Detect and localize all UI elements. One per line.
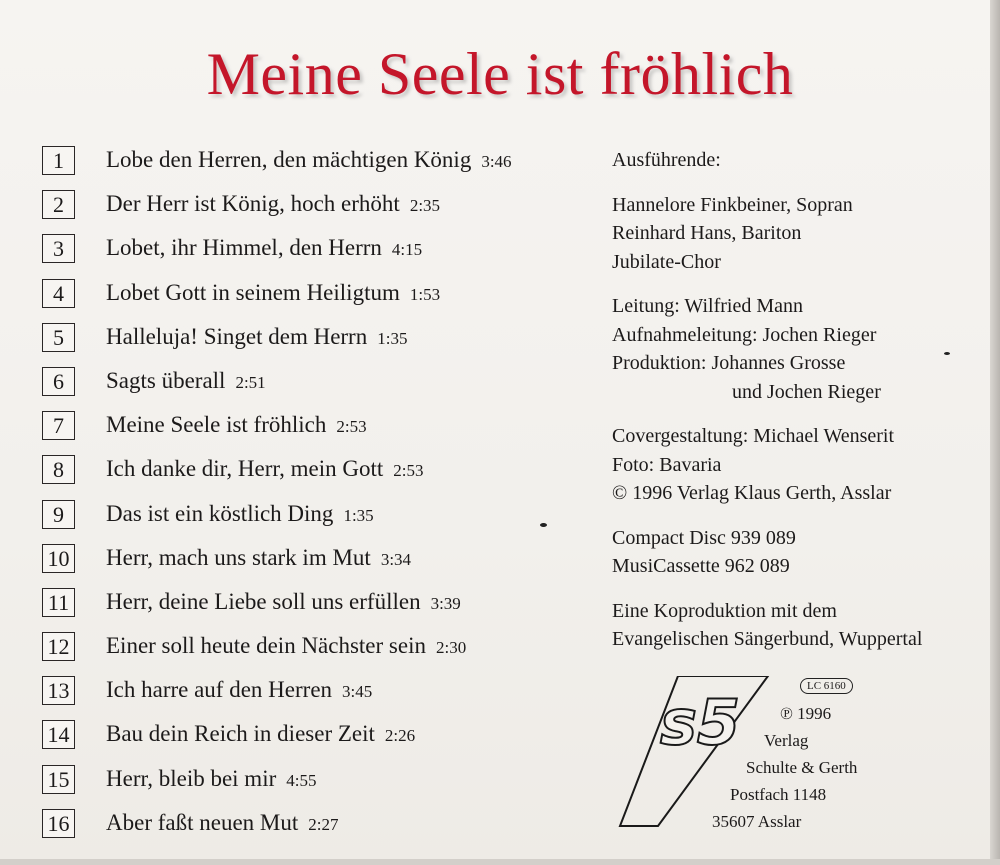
performer: Jubilate-Chor: [612, 250, 721, 273]
design-block: [612, 422, 992, 508]
scratch-mark: [944, 352, 950, 355]
track-title-text: Bau dein Reich in dieser Zeit: [106, 721, 375, 747]
track-title: [106, 808, 338, 840]
track-row: [42, 719, 622, 763]
track-row: [42, 587, 622, 631]
track-number-box: 10: [42, 544, 75, 573]
track-row: [42, 543, 622, 587]
label-code-badge: LC 6160: [800, 678, 853, 694]
track-number-box: 5: [42, 323, 75, 352]
produktion: Produktion: Johannes Grosse: [612, 352, 846, 374]
track-duration: 1:53: [409, 284, 441, 304]
track-number-box: 9: [42, 500, 75, 529]
track-duration: 2:26: [384, 726, 416, 746]
covergestaltung: Covergestaltung: Michael Wenserit: [612, 425, 895, 447]
track-duration: 2:53: [393, 461, 424, 481]
track-title: [106, 410, 367, 442]
track-row: [42, 145, 622, 189]
coproduction-line-2: Evangelischen Sängerbund, Wuppertal: [612, 628, 923, 650]
track-title-text: Halleluja! Singet dem Herrn: [106, 323, 368, 349]
track-number-box: 16: [42, 809, 75, 838]
track-title-text: Lobet, ihr Himmel, den Herrn: [106, 235, 382, 261]
track-title: [106, 587, 461, 619]
track-duration: 1:35: [343, 505, 374, 525]
performer: Hannelore Finkbeiner, Sopran: [612, 193, 853, 216]
track-row: [42, 278, 622, 322]
track-row: [42, 189, 622, 233]
track-title-text: Ich danke dir, Herr, mein Gott: [106, 456, 384, 482]
phonogram-year: ℗ 1996: [780, 704, 832, 723]
track-number-box: 4: [42, 279, 75, 308]
track-title-text: Der Herr ist König, hoch erhöht: [106, 191, 400, 217]
publisher-city: 35607 Asslar: [712, 812, 802, 831]
album-title: Meine Seele ist fröhlich: [206, 41, 794, 107]
track-title-text: Herr, deine Liebe soll uns erfüllen: [106, 588, 421, 614]
track-number-box: 1: [42, 146, 75, 175]
case-edge-bottom: [0, 859, 1000, 865]
track-duration: 2:30: [435, 638, 467, 658]
track-number-box: 14: [42, 720, 75, 749]
musicassette-number: MusiCassette 962 089: [612, 555, 790, 577]
track-number-box: 11: [42, 588, 75, 617]
track-title: [106, 322, 407, 354]
track-title: [106, 145, 512, 177]
publisher-verlag: Verlag: [764, 731, 809, 750]
track-title-text: Aber faßt neuen Mut: [106, 809, 299, 835]
track-duration: 3:46: [481, 152, 512, 171]
publisher-postfach: Postfach 1148: [730, 785, 827, 804]
track-number-box: 15: [42, 765, 75, 794]
produktion-cont: und Jochen Rieger: [732, 380, 881, 403]
track-number-box: 13: [42, 676, 75, 705]
track-title-text: Meine Seele ist fröhlich: [106, 412, 327, 438]
catalog-block: [612, 524, 992, 581]
performer: Reinhard Hans, Bariton: [612, 222, 802, 244]
track-title: [106, 764, 316, 796]
track-number-box: 2: [42, 190, 75, 219]
track-title: [106, 454, 424, 486]
track-duration: 3:45: [342, 682, 373, 702]
track-number-box: 8: [42, 455, 75, 484]
track-title-text: Lobet Gott in seinem Heiligtum: [106, 279, 400, 305]
track-title-text: Herr, bleib bei mir: [106, 765, 277, 791]
track-title: [106, 233, 422, 265]
performers-heading: Ausführende:: [612, 149, 721, 171]
track-row: [42, 322, 622, 366]
compact-disc-number: Compact Disc 939 089: [612, 526, 796, 549]
track-duration: 2:27: [308, 814, 339, 834]
track-row: [42, 410, 622, 454]
track-title: [106, 631, 466, 663]
coproduction-block: [612, 597, 992, 654]
track-title: [106, 719, 415, 751]
s5-logo-text: s5: [660, 686, 741, 759]
track-duration: 2:35: [409, 196, 441, 216]
track-row: [42, 808, 622, 852]
track-row: [42, 366, 622, 410]
track-number-box: 12: [42, 632, 75, 661]
track-duration: 3:39: [430, 593, 461, 613]
track-row: [42, 764, 622, 808]
track-duration: 1:35: [377, 328, 408, 348]
track-title-text: Lobe den Herren, den mächtigen König: [106, 147, 472, 172]
track-title: [106, 278, 440, 310]
track-title-text: Herr, mach uns stark im Mut: [106, 544, 371, 570]
track-row: [42, 454, 622, 498]
copyright: © 1996 Verlag Klaus Gerth, Asslar: [612, 482, 892, 504]
track-title: [106, 543, 411, 575]
track-duration: 4:15: [391, 240, 423, 260]
publisher-name: Schulte & Gerth: [746, 758, 858, 777]
track-title: [106, 675, 372, 707]
track-title-text: Das ist ein köstlich Ding: [106, 500, 334, 526]
foto: Foto: Bavaria: [612, 453, 722, 476]
track-row: [42, 675, 622, 719]
track-title: [106, 189, 440, 221]
track-duration: 2:51: [235, 372, 266, 392]
track-row: [42, 233, 622, 277]
track-number-box: 7: [42, 411, 75, 440]
track-number-box: 6: [42, 367, 75, 396]
track-duration: 3:34: [380, 549, 412, 569]
track-title: [106, 499, 374, 531]
track-number-box: 3: [42, 234, 75, 263]
scratch-mark: [540, 523, 547, 527]
track-row: [42, 631, 622, 675]
track-row: [42, 499, 622, 543]
production-block: [612, 292, 992, 406]
track-list: [42, 145, 622, 852]
coproduction-line-1: Eine Koproduktion mit dem: [612, 599, 837, 622]
track-title: [106, 366, 266, 398]
leitung: Leitung: Wilfried Mann: [612, 295, 804, 317]
credits: [612, 146, 992, 670]
track-title-text: Einer soll heute dein Nächster sein: [106, 633, 426, 659]
track-title-text: Ich harre auf den Herren: [106, 677, 333, 703]
aufnahmeleitung: Aufnahmeleitung: Jochen Rieger: [612, 323, 877, 346]
track-duration: 4:55: [286, 770, 317, 790]
performers-block: [612, 146, 992, 276]
track-duration: 2:53: [336, 417, 367, 437]
track-title-text: Sagts überall: [106, 367, 226, 393]
